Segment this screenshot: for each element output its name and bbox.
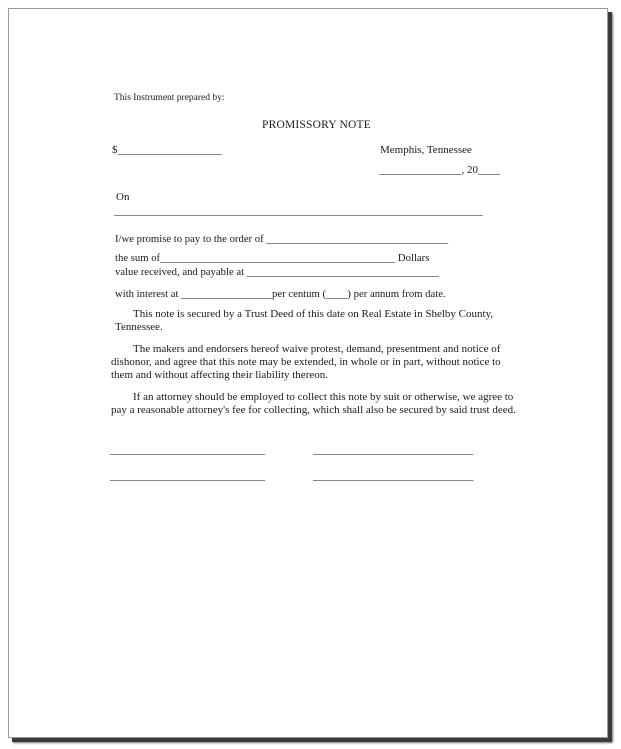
date-field: _______________, 20____: [379, 164, 500, 176]
attorney-paragraph: If an attorney should be employed to collect this note by suit or otherwise, we agree to pay a reasonable attorney's fee for collecting, which shall also be secured by said trust deed.: [111, 391, 516, 416]
signature-line: ______________________________: [313, 444, 474, 456]
signature-line: _____________________________: [110, 444, 265, 456]
interest-line: with interest at _________________per centum (____) per annum from date.: [115, 288, 446, 300]
promise-line: I/we promise to pay to the order of __________________________________: [115, 233, 449, 245]
on-label: On: [116, 191, 130, 203]
sum-line: the sum of____________________________________________ Dollars: [115, 252, 430, 264]
trust-deed-paragraph: This note is secured by a Trust Deed of this date on Real Estate in Shelby County, Tennessee.: [115, 308, 494, 333]
value-line: value received, and payable at ____________________________________: [115, 266, 440, 278]
document-title: PROMISSORY NOTE: [262, 119, 371, 131]
city-text: Memphis, Tennessee: [380, 144, 472, 156]
signature-line: ______________________________: [313, 470, 474, 482]
makers-paragraph: The makers and endorsers hereof waive protest, demand, presentment and notice of dishonor, and agree that this note may be extended, in whole or in part, without notice to them and without affecting their liability thereon.: [111, 343, 501, 381]
amount-field: $___________________: [112, 144, 222, 156]
prepared-by-label: This Instrument prepared by:: [114, 93, 225, 103]
on-blank-line: _____________________________________________________________________: [114, 205, 483, 217]
document-page: [8, 8, 608, 738]
signature-line: _____________________________: [110, 470, 265, 482]
